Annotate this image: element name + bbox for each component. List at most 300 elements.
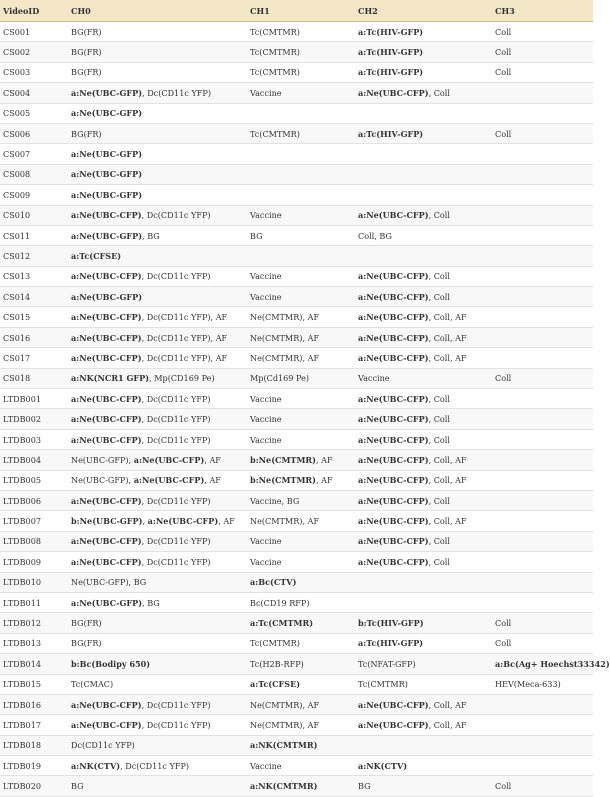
cell-ch0 — [68, 62, 247, 82]
cell-ch0 — [68, 694, 247, 714]
cell-ch1 — [247, 674, 355, 694]
cell-ch1 — [247, 164, 355, 184]
table-row — [0, 368, 593, 388]
marker-label-bold: a:Ne(UBC-CFP) — [358, 352, 429, 363]
cell-ch2 — [355, 735, 492, 755]
cell-videoid: CS004 — [0, 83, 68, 103]
table-row — [0, 531, 593, 551]
marker-label: , Mp(CD169 Pe) — [149, 373, 215, 384]
marker-label: BG — [71, 781, 84, 792]
cell-ch3 — [492, 205, 593, 225]
marker-label: , Coll, AF — [428, 454, 467, 465]
marker-label: , Coll, AF — [428, 699, 467, 710]
marker-label-bold: a:Ne(UBC-CFP) — [71, 393, 142, 404]
marker-label: , AF — [315, 475, 333, 486]
marker-label-bold: a:Ne(UBC-CFP) — [358, 332, 429, 343]
cell-ch0 — [68, 327, 247, 347]
cell-ch2 — [355, 389, 492, 409]
marker-label-bold: a:Ne(UBC-GFP) — [71, 108, 143, 119]
cell-ch2 — [355, 225, 492, 245]
cell-ch2 — [355, 185, 492, 205]
marker-label: BG(FR) — [71, 638, 102, 649]
marker-label: , Coll — [428, 87, 450, 98]
cell-ch0 — [68, 531, 247, 551]
cell-ch0 — [68, 450, 247, 470]
marker-label: Mp(Cd169 Pe) — [250, 373, 310, 384]
cell-ch2 — [355, 694, 492, 714]
cell-ch1 — [247, 633, 355, 653]
marker-label: , Coll — [428, 414, 450, 425]
cell-ch2 — [355, 83, 492, 103]
cell-ch0 — [68, 756, 247, 776]
marker-label-bold: a:NK(CTV) — [358, 760, 408, 771]
marker-label: Tc(CMTMR) — [250, 67, 300, 78]
marker-label: , Dc(CD11c YFP) — [120, 760, 190, 771]
table-row — [0, 409, 593, 429]
table-row — [0, 552, 593, 572]
cell-ch0 — [68, 552, 247, 572]
marker-label: , Coll — [428, 536, 450, 547]
marker-label-bold: a:Ne(UBC-GFP) — [71, 87, 143, 98]
cell-ch2 — [355, 511, 492, 531]
marker-label: Ne(UBC-GFP), — [71, 454, 134, 465]
header-ch3: CH3 — [492, 0, 593, 22]
table-row — [0, 633, 593, 653]
cell-ch1 — [247, 287, 355, 307]
marker-label-bold: a:Tc(HIV-GFP) — [358, 47, 424, 58]
cell-videoid: CS013 — [0, 266, 68, 286]
cell-ch0 — [68, 83, 247, 103]
header-row — [0, 0, 593, 22]
table-row — [0, 654, 593, 674]
cell-ch1 — [247, 756, 355, 776]
cell-ch3 — [492, 22, 593, 42]
cell-ch2 — [355, 42, 492, 62]
marker-label: Coll, BG — [358, 230, 392, 241]
marker-label-bold: a:Ne(UBC-CFP) — [358, 87, 429, 98]
marker-label-bold: b:Bc(Bodipy 650) — [71, 658, 151, 669]
cell-ch0 — [68, 246, 247, 266]
table-row — [0, 266, 593, 286]
cell-ch1 — [247, 654, 355, 674]
marker-label: , Dc(CD11c YFP) — [141, 719, 211, 730]
marker-label: Ne(CMTMR), AF — [250, 332, 320, 343]
cell-ch1 — [247, 22, 355, 42]
cell-ch2 — [355, 429, 492, 449]
table-row — [0, 144, 593, 164]
marker-label-bold: a:Ne(UBC-GFP) — [71, 189, 143, 200]
marker-label: Vaccine — [250, 760, 282, 771]
marker-label: BG(FR) — [71, 47, 102, 58]
cell-ch1 — [247, 572, 355, 592]
marker-label: Vaccine — [250, 87, 282, 98]
table-row — [0, 205, 593, 225]
marker-label-bold: a:Ne(UBC-CFP) — [358, 516, 429, 527]
marker-label: Coll — [495, 781, 512, 792]
cell-ch3 — [492, 735, 593, 755]
cell-ch3 — [492, 307, 593, 327]
marker-label: , AF — [218, 516, 235, 527]
marker-label: Ne(CMTMR), AF — [250, 699, 320, 710]
marker-label: Vaccine — [358, 373, 390, 384]
cell-videoid: LTDB019 — [0, 756, 68, 776]
header-ch2: CH2 — [355, 0, 492, 22]
marker-label: , Dc(CD11c YFP) — [142, 87, 212, 98]
table-row — [0, 450, 593, 470]
cell-videoid: LTDB020 — [0, 776, 68, 796]
marker-label-bold: a:Tc(CFSE) — [71, 250, 122, 261]
cell-videoid: CS011 — [0, 225, 68, 245]
marker-label: Coll — [495, 47, 512, 58]
marker-label-bold: a:NK(CMTMR) — [250, 740, 318, 751]
marker-label-bold: a:Ne(UBC-CFP) — [358, 556, 429, 567]
cell-ch1 — [247, 409, 355, 429]
cell-ch2 — [355, 654, 492, 674]
cell-ch3 — [492, 613, 593, 633]
cell-ch2 — [355, 123, 492, 143]
marker-label: Tc(CMTMR) — [250, 638, 300, 649]
cell-videoid: LTDB012 — [0, 613, 68, 633]
cell-videoid: CS008 — [0, 164, 68, 184]
table-row — [0, 470, 593, 490]
cell-ch1 — [247, 307, 355, 327]
cell-ch3 — [492, 164, 593, 184]
cell-ch3 — [492, 572, 593, 592]
table-row — [0, 511, 593, 531]
marker-label: , Coll, AF — [428, 719, 467, 730]
marker-label-bold: a:Ne(UBC-CFP) — [358, 210, 429, 221]
marker-label: BG(FR) — [71, 26, 102, 37]
cell-ch2 — [355, 348, 492, 368]
table-row — [0, 389, 593, 409]
cell-ch0 — [68, 470, 247, 490]
cell-ch2 — [355, 470, 492, 490]
marker-label-bold: a:Ne(UBC-CFP) — [358, 699, 429, 710]
cell-ch2 — [355, 144, 492, 164]
cell-ch2 — [355, 164, 492, 184]
cell-ch1 — [247, 592, 355, 612]
cell-ch0 — [68, 164, 247, 184]
marker-label-bold: a:Ne(UBC-CFP) — [71, 210, 142, 221]
cell-ch2 — [355, 592, 492, 612]
cell-videoid: CS002 — [0, 42, 68, 62]
marker-label: , AF — [315, 454, 333, 465]
cell-ch1 — [247, 103, 355, 123]
cell-ch0 — [68, 123, 247, 143]
marker-label: Ne(UBC-GFP), — [71, 475, 134, 486]
marker-label: Tc(NFAT-GFP) — [358, 658, 416, 669]
cell-ch0 — [68, 103, 247, 123]
marker-label-bold: a:Ne(UBC-CFP) — [358, 475, 429, 486]
marker-label: , Dc(CD11c YFP) — [141, 495, 211, 506]
cell-ch2 — [355, 633, 492, 653]
marker-label: Ne(UBC-GFP), BG — [71, 577, 147, 588]
cell-ch1 — [247, 531, 355, 551]
cell-ch0 — [68, 307, 247, 327]
marker-label-bold: b:Tc(HIV-GFP) — [358, 618, 424, 629]
cell-ch3 — [492, 715, 593, 735]
cell-videoid: LTDB014 — [0, 654, 68, 674]
cell-ch3 — [492, 327, 593, 347]
marker-label: , Dc(CD11c YFP) — [141, 210, 211, 221]
cell-videoid: LTDB017 — [0, 715, 68, 735]
cell-videoid: LTDB013 — [0, 633, 68, 653]
marker-label-bold: a:NK(CMTMR) — [250, 781, 318, 792]
table-row — [0, 164, 593, 184]
marker-label-bold: a:Ne(UBC-CFP) — [358, 434, 429, 445]
cell-videoid: CS014 — [0, 287, 68, 307]
table-row — [0, 103, 593, 123]
marker-label: , Coll, AF — [428, 312, 467, 323]
table-row — [0, 185, 593, 205]
marker-label: Coll — [495, 67, 512, 78]
cell-ch0 — [68, 776, 247, 796]
table-row — [0, 756, 593, 776]
marker-label-bold: a:Ne(UBC-CFP) — [358, 414, 429, 425]
cell-ch3 — [492, 470, 593, 490]
marker-label-bold: a:Tc(HIV-GFP) — [358, 638, 424, 649]
cell-videoid: CS018 — [0, 368, 68, 388]
marker-label: Coll — [495, 26, 512, 37]
table-row — [0, 42, 593, 62]
table-row — [0, 735, 593, 755]
marker-label-bold: a:Ne(UBC-CFP) — [71, 495, 142, 506]
marker-label-bold: a:Ne(UBC-CFP) — [71, 352, 142, 363]
table-row — [0, 83, 593, 103]
cell-ch3 — [492, 409, 593, 429]
marker-label: Vaccine — [250, 210, 282, 221]
cell-ch0 — [68, 368, 247, 388]
cell-ch0 — [68, 42, 247, 62]
marker-label: , AF — [204, 475, 221, 486]
marker-label: , Dc(CD11c YFP), AF — [141, 312, 228, 323]
cell-videoid: LTDB002 — [0, 409, 68, 429]
marker-label: Vaccine — [250, 556, 282, 567]
marker-label: Coll — [495, 128, 512, 139]
marker-label: Vaccine — [250, 393, 282, 404]
cell-ch2 — [355, 490, 492, 510]
marker-label: BG(FR) — [71, 618, 102, 629]
marker-label-bold: b:Ne(CMTMR) — [250, 454, 316, 465]
cell-videoid: CS005 — [0, 103, 68, 123]
cell-ch3 — [492, 368, 593, 388]
marker-label: HEV(Meca-633) — [495, 679, 561, 690]
cell-ch3 — [492, 348, 593, 368]
cell-ch0 — [68, 592, 247, 612]
cell-ch2 — [355, 715, 492, 735]
cell-ch2 — [355, 287, 492, 307]
cell-ch3 — [492, 654, 610, 674]
cell-videoid: CS006 — [0, 123, 68, 143]
cell-ch1 — [247, 225, 355, 245]
marker-label-bold: a:Ne(UBC-CFP) — [71, 312, 142, 323]
cell-videoid: LTDB015 — [0, 674, 68, 694]
cell-ch2 — [355, 103, 492, 123]
table-row — [0, 490, 593, 510]
marker-label: Bc(CD19 RFP) — [250, 597, 310, 608]
marker-label: Coll — [495, 618, 512, 629]
marker-label-bold: a:Ne(UBC-CFP) — [358, 454, 429, 465]
marker-label-bold: a:Ne(UBC-CFP) — [71, 271, 142, 282]
marker-label: , Dc(CD11c YFP), AF — [141, 332, 228, 343]
cell-ch0 — [68, 389, 247, 409]
marker-label: Vaccine — [250, 434, 282, 445]
table-row — [0, 348, 593, 368]
marker-label-bold: a:Ne(UBC-CFP) — [358, 393, 429, 404]
cell-ch1 — [247, 62, 355, 82]
cell-ch3 — [492, 490, 593, 510]
table-row — [0, 572, 593, 592]
cell-videoid: CS003 — [0, 62, 68, 82]
cell-ch3 — [492, 531, 593, 551]
cell-videoid: LTDB010 — [0, 572, 68, 592]
marker-label-bold: a:Ne(UBC-CFP) — [71, 536, 142, 547]
cell-ch0 — [68, 572, 247, 592]
cell-videoid: CS017 — [0, 348, 68, 368]
marker-label: , Dc(CD11c YFP) — [141, 536, 211, 547]
marker-label-bold: a:Ne(UBC-CFP) — [358, 719, 429, 730]
cell-ch0 — [68, 205, 247, 225]
cell-ch1 — [247, 613, 355, 633]
table-row — [0, 694, 593, 714]
marker-label: , Coll, AF — [428, 516, 467, 527]
marker-label: Vaccine, BG — [250, 495, 300, 506]
table-row — [0, 307, 593, 327]
cell-ch1 — [247, 735, 355, 755]
marker-label-bold: a:Ne(UBC-CFP) — [71, 556, 142, 567]
marker-label: Coll — [495, 373, 512, 384]
cell-ch0 — [68, 409, 247, 429]
table-row — [0, 715, 593, 735]
cell-ch3 — [492, 776, 593, 796]
marker-label-bold: a:Ne(UBC-CFP) — [133, 475, 205, 486]
marker-label-bold: a:Tc(CMTMR) — [250, 618, 314, 629]
cell-ch2 — [355, 674, 492, 694]
cell-ch0 — [68, 225, 247, 245]
cell-ch2 — [355, 205, 492, 225]
cell-ch2 — [355, 246, 492, 266]
cell-ch0 — [68, 348, 247, 368]
marker-label: Ne(CMTMR), AF — [250, 352, 320, 363]
cell-ch3 — [492, 694, 593, 714]
cell-ch0 — [68, 674, 247, 694]
cell-videoid: LTDB003 — [0, 429, 68, 449]
cell-videoid: LTDB008 — [0, 531, 68, 551]
marker-label: Coll — [495, 638, 512, 649]
table-row — [0, 776, 593, 796]
cell-videoid: LTDB007 — [0, 511, 68, 531]
table-header — [0, 0, 593, 22]
cell-ch1 — [247, 348, 355, 368]
marker-label: , Coll — [428, 271, 450, 282]
cell-ch1 — [247, 144, 355, 164]
cell-ch1 — [247, 246, 355, 266]
cell-ch0 — [68, 633, 247, 653]
cell-videoid: CS007 — [0, 144, 68, 164]
marker-label: Ne(CMTMR), AF — [250, 516, 320, 527]
table-row — [0, 674, 593, 694]
marker-label: Vaccine — [250, 414, 282, 425]
table-row — [0, 429, 593, 449]
marker-label-bold: a:Ne(UBC-GFP) — [71, 230, 143, 241]
cell-ch0 — [68, 287, 247, 307]
cell-ch3 — [492, 144, 593, 164]
cell-ch0 — [68, 735, 247, 755]
cell-ch2 — [355, 368, 492, 388]
cell-ch0 — [68, 429, 247, 449]
cell-videoid: LTDB005 — [0, 470, 68, 490]
cell-ch3 — [492, 389, 593, 409]
table-body — [0, 22, 610, 797]
marker-label: Tc(CMTMR) — [358, 679, 408, 690]
marker-label: Vaccine — [250, 291, 282, 302]
cell-ch2 — [355, 327, 492, 347]
cell-ch3 — [492, 287, 593, 307]
marker-label: , Dc(CD11c YFP) — [141, 434, 211, 445]
marker-label: Tc(CMTMR) — [250, 26, 300, 37]
marker-label: , Coll — [428, 556, 450, 567]
cell-videoid: LTDB018 — [0, 735, 68, 755]
marker-label: , Coll — [428, 434, 450, 445]
cell-ch2 — [355, 776, 492, 796]
cell-ch0 — [68, 613, 247, 633]
marker-label-bold: a:Ne(UBC-CFP) — [71, 332, 142, 343]
cell-ch3 — [492, 42, 593, 62]
cell-ch3 — [492, 633, 593, 653]
cell-ch1 — [247, 490, 355, 510]
cell-ch1 — [247, 368, 355, 388]
marker-label: Dc(CD11c YFP) — [71, 740, 135, 751]
cell-ch1 — [247, 42, 355, 62]
cell-ch1 — [247, 83, 355, 103]
marker-label-bold: a:Bc(Ag+ Hoechst33342) — [495, 658, 610, 669]
marker-label-bold: a:Ne(UBC-GFP) — [71, 597, 143, 608]
marker-label-bold: a:Ne(UBC-CFP) — [71, 699, 142, 710]
cell-videoid: LTDB001 — [0, 389, 68, 409]
cell-ch1 — [247, 450, 355, 470]
marker-label-bold: a:Ne(UBC-CFP) — [358, 312, 429, 323]
table-row — [0, 62, 593, 82]
marker-label-bold: a:Ne(UBC-GFP) — [71, 149, 143, 160]
marker-label: , Dc(CD11c YFP) — [141, 393, 211, 404]
marker-label: , AF — [204, 454, 221, 465]
header-videoid: VideoID — [0, 0, 68, 22]
cell-ch1 — [247, 470, 355, 490]
marker-label-bold: a:Tc(HIV-GFP) — [358, 26, 424, 37]
marker-label: , Coll, AF — [428, 332, 467, 343]
marker-label: , Dc(CD11c YFP) — [141, 556, 211, 567]
marker-label-bold: a:Tc(HIV-GFP) — [358, 128, 424, 139]
marker-label: BG — [358, 781, 371, 792]
marker-label: Vaccine — [250, 536, 282, 547]
cell-videoid: CS016 — [0, 327, 68, 347]
marker-label-bold: a:Ne(UBC-CFP) — [71, 414, 142, 425]
marker-label: , — [142, 516, 148, 527]
marker-label-bold: a:Bc(CTV) — [250, 577, 297, 588]
cell-ch3 — [492, 185, 593, 205]
marker-label: , Coll — [428, 291, 450, 302]
marker-label-bold: a:Ne(UBC-CFP) — [358, 495, 429, 506]
cell-ch2 — [355, 266, 492, 286]
marker-label-bold: a:Ne(UBC-CFP) — [358, 291, 429, 302]
cell-ch2 — [355, 409, 492, 429]
cell-videoid: CS015 — [0, 307, 68, 327]
marker-label: Vaccine — [250, 271, 282, 282]
cell-ch1 — [247, 205, 355, 225]
cell-ch0 — [68, 266, 247, 286]
header-ch0: CH0 — [68, 0, 247, 22]
marker-label-bold: a:Ne(UBC-CFP) — [71, 434, 142, 445]
